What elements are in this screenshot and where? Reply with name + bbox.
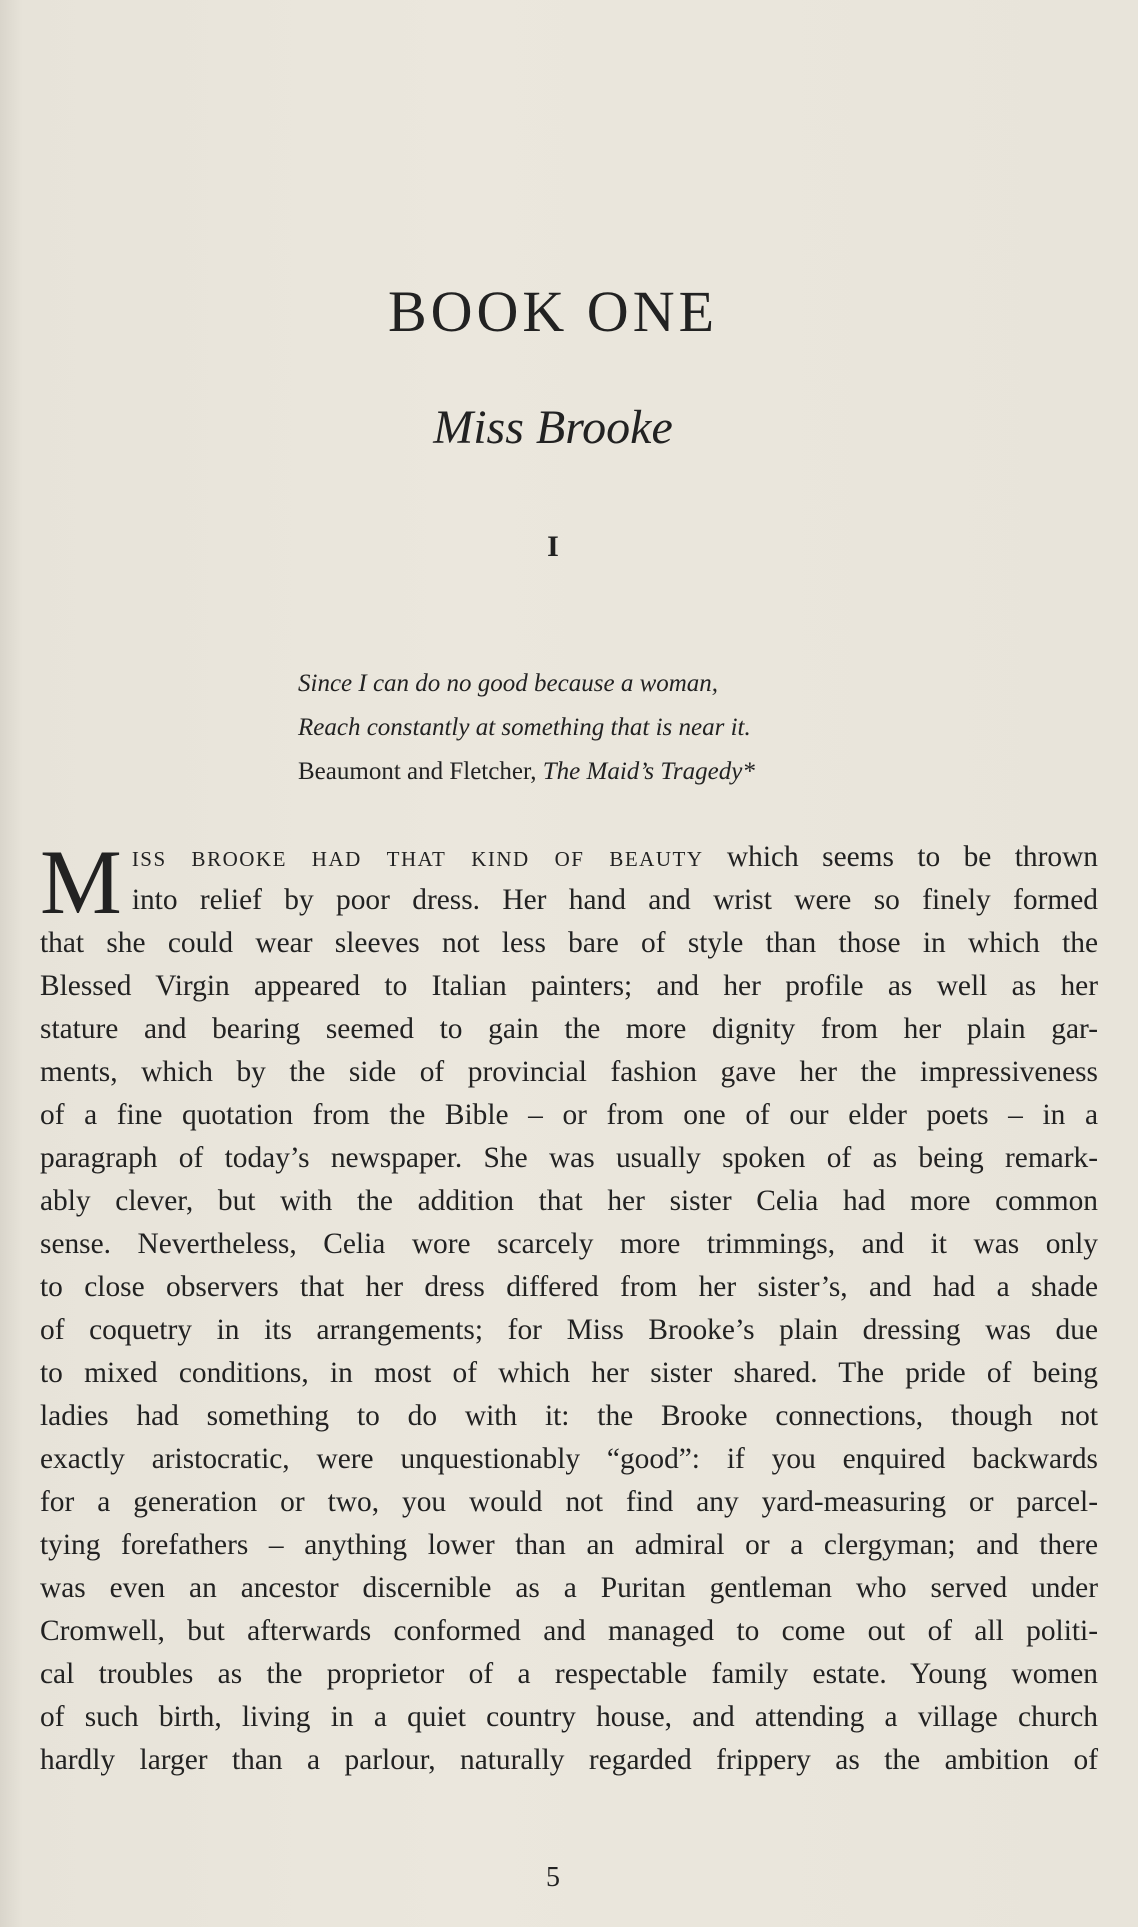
body-line: cal troubles as the proprietor of a respectable family estate. Young women bbox=[40, 1658, 1098, 1690]
body-line: was even an ancestor discernible as a Puritan gentleman who served under bbox=[40, 1572, 1098, 1604]
part-title: Miss Brooke bbox=[433, 401, 673, 454]
body-line: of a fine quotation from the Bible – or from one of our elder poets – in a bbox=[40, 1099, 1098, 1131]
chapter-number: I bbox=[547, 530, 559, 563]
body-line bbox=[40, 836, 1098, 879]
page-number: 5 bbox=[546, 1862, 560, 1893]
body-line: ments, which by the side of provincial fashion gave her the impressiveness bbox=[40, 1056, 1098, 1088]
epigraph-attribution-author: Beaumont and Fletcher, bbox=[298, 758, 543, 785]
body-line: that she could wear sleeves not less bare of style than those in which the bbox=[40, 927, 1098, 959]
body-line: exactly aristocratic, were unquestionably “good”: if you enquired backwards bbox=[40, 1443, 1098, 1475]
body-line: for a generation or two, you would not find any yard-measuring or parcel- bbox=[40, 1486, 1098, 1518]
epigraph-attribution-work: The Maid’s Tragedy* bbox=[542, 758, 755, 785]
body-line-text: which seems to be thrown bbox=[703, 841, 1098, 873]
body-line: of coquetry in its arrangements; for Miss Brooke’s plain dressing was due bbox=[40, 1314, 1098, 1346]
body-line: Cromwell, but afterwards conformed and managed to come out of all politi- bbox=[40, 1615, 1098, 1647]
body-line: tying forefathers – anything lower than an admiral or a clergyman; and there bbox=[40, 1529, 1098, 1561]
body-line: paragraph of today’s newspaper. She was usually spoken of as being remark- bbox=[40, 1142, 1098, 1174]
body-line: to close observers that her dress differed from her sister’s, and had a shade bbox=[40, 1271, 1098, 1303]
body-paragraph bbox=[40, 831, 1098, 1782]
body-line: sense. Nevertheless, Celia wore scarcely more trimmings, and it was only bbox=[40, 1228, 1098, 1260]
body-line: of such birth, living in a quiet country house, and attending a village church bbox=[40, 1701, 1098, 1733]
body-line: Blessed Virgin appeared to Italian painters; and her profile as well as her bbox=[40, 970, 1098, 1002]
epigraph-line-1: Since I can do no good because a woman, bbox=[298, 670, 719, 697]
body-line: into relief by poor dress. Her hand and wrist were so finely formed bbox=[131, 884, 1098, 916]
drop-cap: M bbox=[40, 831, 122, 933]
body-line: to mixed conditions, in most of which her sister shared. The pride of being bbox=[40, 1357, 1098, 1389]
epigraph-attribution bbox=[298, 750, 998, 794]
body-line: ladies had something to do with it: the Brooke connections, though not bbox=[40, 1400, 1098, 1432]
epigraph bbox=[298, 662, 998, 794]
body-line: stature and bearing seemed to gain the more dignity from her plain gar- bbox=[40, 1013, 1098, 1045]
epigraph-line-2: Reach constantly at something that is near it. bbox=[298, 714, 751, 741]
book-title: BOOK ONE bbox=[387, 279, 719, 344]
body-line: hardly larger than a parlour, naturally regarded frippery as the ambition of bbox=[40, 1744, 1098, 1776]
opening-small-caps: iss brooke had that kind of beauty bbox=[131, 841, 704, 873]
body-line: ably clever, but with the addition that her sister Celia had more common bbox=[40, 1185, 1098, 1217]
